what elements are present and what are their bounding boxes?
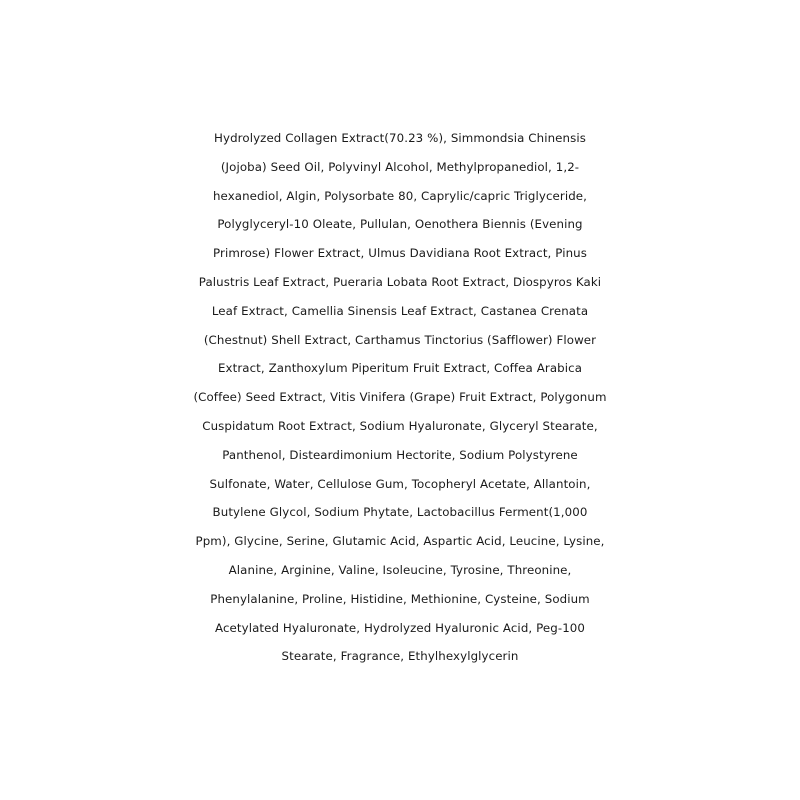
ingredients-line: Phenylalanine, Proline, Histidine, Methionine, Cysteine, Sodium	[210, 591, 590, 606]
ingredients-list	[0, 124, 800, 671]
ingredients-line: Polyglyceryl-10 Oleate, Pullulan, Oenothera Biennis (Evening	[217, 217, 583, 232]
ingredients-line: hexanediol, Algin, Polysorbate 80, Caprylic/capric Triglyceride,	[212, 188, 588, 203]
ingredients-line: Extract, Zanthoxylum Piperitum Fruit Extract, Coffea Arabica	[217, 361, 583, 376]
ingredients-line: (Jojoba) Seed Oil, Polyvinyl Alcohol, Methylpropanediol, 1,2-	[220, 159, 580, 174]
ingredients-line: Panthenol, Disteardimonium Hectorite, Sodium Polystyrene	[222, 447, 578, 462]
ingredients-line: Butylene Glycol, Sodium Phytate, Lactobacillus Ferment(1,000	[212, 505, 588, 520]
ingredients-line: Alanine, Arginine, Valine, Isoleucine, Tyrosine, Threonine,	[228, 562, 572, 577]
ingredients-line: Cuspidatum Root Extract, Sodium Hyaluronate, Glyceryl Stearate,	[202, 418, 598, 433]
ingredients-line: Leaf Extract, Camellia Sinensis Leaf Extract, Castanea Crenata	[211, 303, 589, 318]
ingredients-line: (Coffee) Seed Extract, Vitis Vinifera (Grape) Fruit Extract, Polygonum	[193, 390, 607, 405]
ingredients-line: Stearate, Fragrance, Ethylhexylglycerin	[281, 649, 519, 664]
ingredients-line: Sulfonate, Water, Cellulose Gum, Tocopheryl Acetate, Allantoin,	[209, 476, 591, 491]
ingredients-line: Hydrolyzed Collagen Extract(70.23 %), Simmondsia Chinensis	[214, 131, 586, 145]
ingredients-line: Palustris Leaf Extract, Pueraria Lobata Root Extract, Diospyros Kaki	[198, 274, 602, 289]
ingredients-line: Primrose) Flower Extract, Ulmus Davidiana Root Extract, Pinus	[213, 246, 587, 261]
ingredients-line: Acetylated Hyaluronate, Hydrolyzed Hyaluronic Acid, Peg-100	[214, 620, 586, 635]
ingredients-line: (Chestnut) Shell Extract, Carthamus Tinctorius (Safflower) Flower	[203, 332, 597, 347]
ingredients-line: Ppm), Glycine, Serine, Glutamic Acid, Aspartic Acid, Leucine, Lysine,	[195, 534, 605, 549]
